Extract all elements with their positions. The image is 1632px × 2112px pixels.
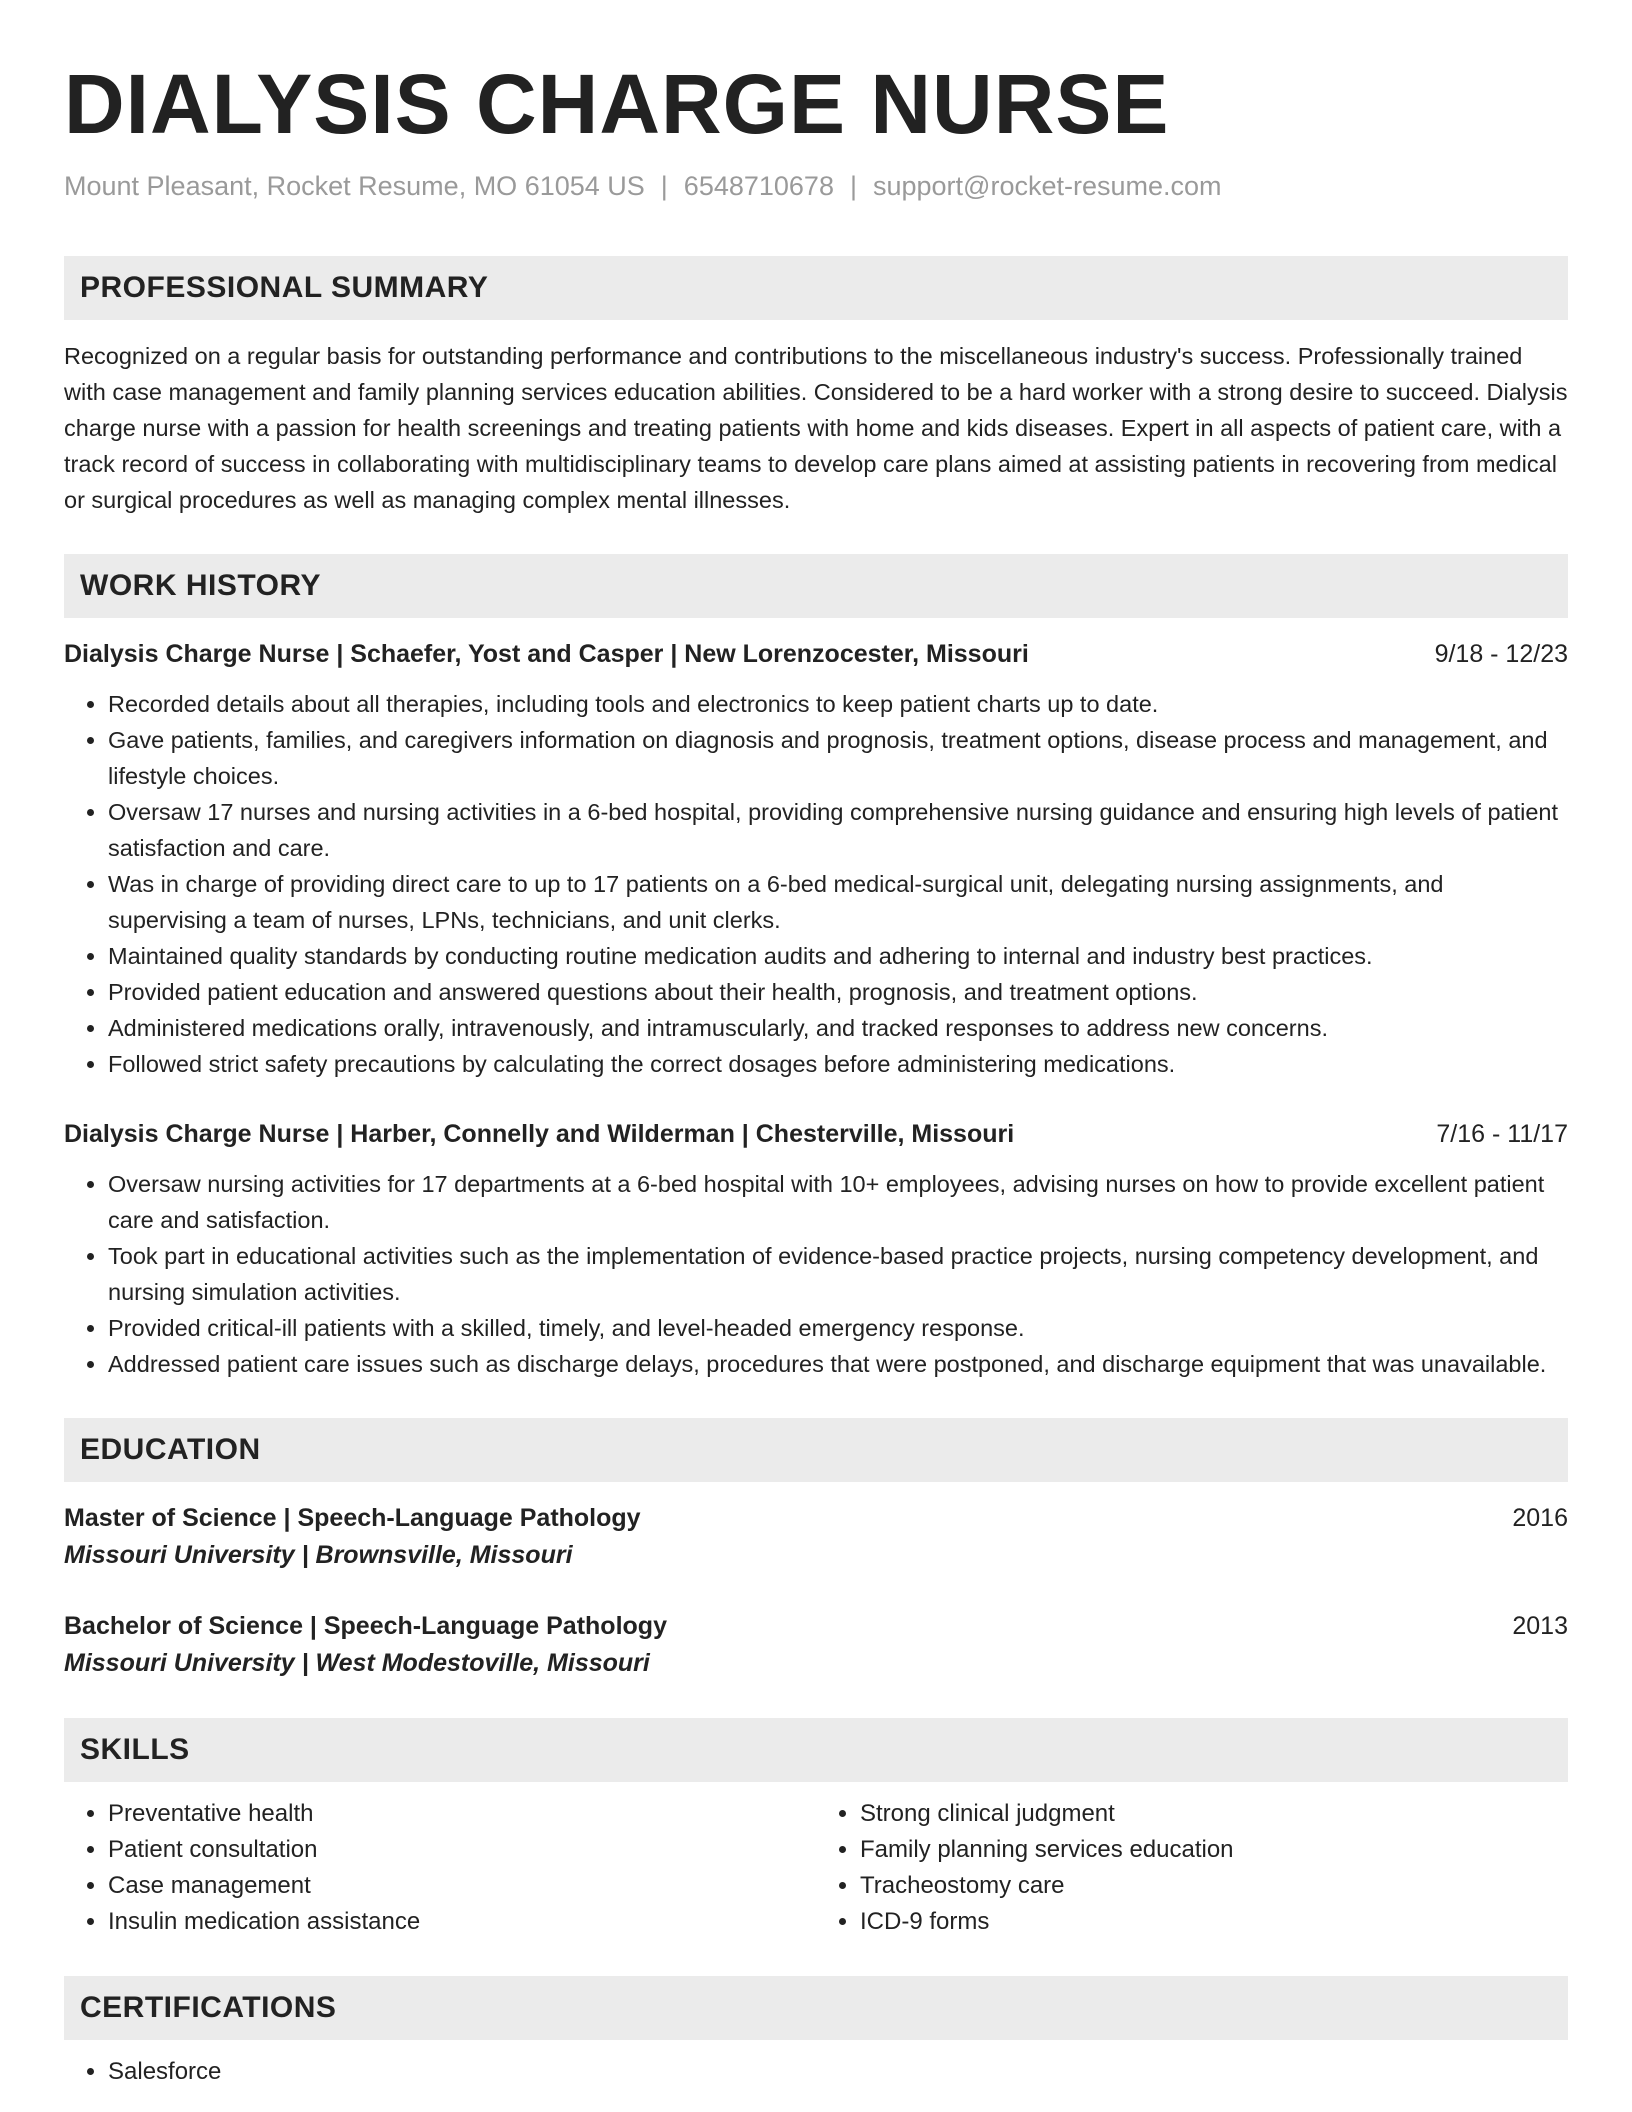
job-bullet: • Was in charge of providing direct care to up to 17 patients on a 6-bed medical-surgical unit, delegating nursing assignments, and supervising a team of nurses, LPNs, technicians, and unit clerks. <box>108 866 1568 938</box>
education-entry <box>64 1500 1568 1574</box>
contact-separator: | <box>849 171 857 201</box>
skills-column-right <box>816 1796 1568 1940</box>
skill-item: • Preventative health <box>108 1796 816 1832</box>
job-bullet: • Administered medications orally, intravenously, and intramuscularly, and tracked responses to address new concerns. <box>108 1010 1568 1046</box>
job-entry <box>64 1116 1568 1382</box>
skill-item: • Case management <box>108 1868 816 1904</box>
job-heading-row <box>64 1116 1568 1152</box>
skill-item: • Strong clinical judgment <box>860 1796 1568 1832</box>
resume-page <box>64 0 1568 2090</box>
job-bullet: • Oversaw nursing activities for 17 departments at a 6-bed hospital with 10+ employees, advising nurses on how to provide excellent patient care and satisfaction. <box>108 1166 1568 1238</box>
section-header-skills: SKILLS <box>64 1718 1568 1782</box>
summary-text: Recognized on a regular basis for outstanding performance and contributions to the miscellaneous industry's success. Professionally trained with case management and family planning services education abilities. Considered to be a hard worker with a strong desire to succeed. Dialysis charge nurse with a passion for health screenings and treating patients with home and kids diseases. Expert in all aspects of patient care, with a track record of success in collaborating with multidisciplinary teams to develop care plans aimed at assisting patients in recovering from medical or surgical procedures as well as managing complex mental illnesses. <box>64 343 1568 513</box>
job-title: Dialysis Charge Nurse | Schaefer, Yost and Casper | New Lorenzocester, Missouri <box>64 640 1029 668</box>
education-heading-row <box>64 1608 1568 1644</box>
job-bullet: • Oversaw 17 nurses and nursing activities in a 6-bed hospital, providing comprehensive nursing guidance and ensuring high levels of patient satisfaction and care. <box>108 794 1568 866</box>
job-dates: 9/18 - 12/23 <box>1434 640 1568 668</box>
education-heading-row <box>64 1500 1568 1536</box>
job-bullet: • Recorded details about all therapies, including tools and electronics to keep patient charts up to date. <box>108 686 1568 722</box>
job-dates: 7/16 - 11/17 <box>1436 1120 1568 1148</box>
education-year: 2013 <box>1512 1612 1568 1640</box>
job-bullet: • Maintained quality standards by conducting routine medication audits and adhering to internal and industry best practices. <box>108 938 1568 974</box>
job-title: Dialysis Charge Nurse | Harber, Connelly and Wilderman | Chesterville, Missouri <box>64 1120 1015 1148</box>
education-school: Missouri University | West Modestoville, Missouri <box>64 1649 650 1677</box>
skill-item: • Patient consultation <box>108 1832 816 1868</box>
skill-item: • Tracheostomy care <box>860 1868 1568 1904</box>
contact-line <box>64 168 1568 204</box>
job-bullet: • Provided patient education and answered questions about their health, prognosis, and treatment options. <box>108 974 1568 1010</box>
resume-name: DIALYSIS CHARGE NURSE <box>64 57 1170 151</box>
section-header-education: EDUCATION <box>64 1418 1568 1482</box>
job-bullet: • Provided critical-ill patients with a skilled, timely, and level-headed emergency response. <box>108 1310 1568 1346</box>
skill-item: • Insulin medication assistance <box>108 1904 816 1940</box>
contact-email: support@rocket-resume.com <box>872 171 1222 201</box>
education-school: Missouri University | Brownsville, Missouri <box>64 1541 573 1569</box>
contact-address: Mount Pleasant, Rocket Resume, MO 61054 US <box>64 171 645 201</box>
section-header-certifications: CERTIFICATIONS <box>64 1976 1568 2040</box>
job-heading-row <box>64 636 1568 672</box>
education-year: 2016 <box>1512 1504 1568 1532</box>
job-bullet: • Gave patients, families, and caregivers information on diagnosis and prognosis, treatment options, disease process and management, and lifestyle choices. <box>108 722 1568 794</box>
job-bullets <box>64 686 1568 1082</box>
education-degree: Master of Science | Speech-Language Pathology <box>64 1504 641 1532</box>
certifications-items <box>64 2054 1568 2090</box>
education-entry <box>64 1608 1568 1682</box>
contact-phone: 6548710678 <box>683 171 834 201</box>
certification-item: • Salesforce <box>108 2054 1568 2090</box>
certifications-list <box>64 2054 1568 2090</box>
skill-item: • Family planning services education <box>860 1832 1568 1868</box>
contact-separator: | <box>660 171 668 201</box>
job-bullets <box>64 1166 1568 1382</box>
job-bullet: • Followed strict safety precautions by calculating the correct dosages before administering medications. <box>108 1046 1568 1082</box>
job-bullet: • Addressed patient care issues such as discharge delays, procedures that were postponed, and discharge equipment that was unavailable. <box>108 1346 1568 1382</box>
section-header-work-history: WORK HISTORY <box>64 554 1568 618</box>
skills-list <box>64 1796 1568 1940</box>
education-degree: Bachelor of Science | Speech-Language Pathology <box>64 1612 667 1640</box>
skill-item: • ICD-9 forms <box>860 1904 1568 1940</box>
job-bullet: • Took part in educational activities such as the implementation of evidence-based practice projects, nursing competency development, and nursing simulation activities. <box>108 1238 1568 1310</box>
skills-column-left <box>64 1796 816 1940</box>
job-entry <box>64 636 1568 1082</box>
section-header-summary: PROFESSIONAL SUMMARY <box>64 256 1568 320</box>
